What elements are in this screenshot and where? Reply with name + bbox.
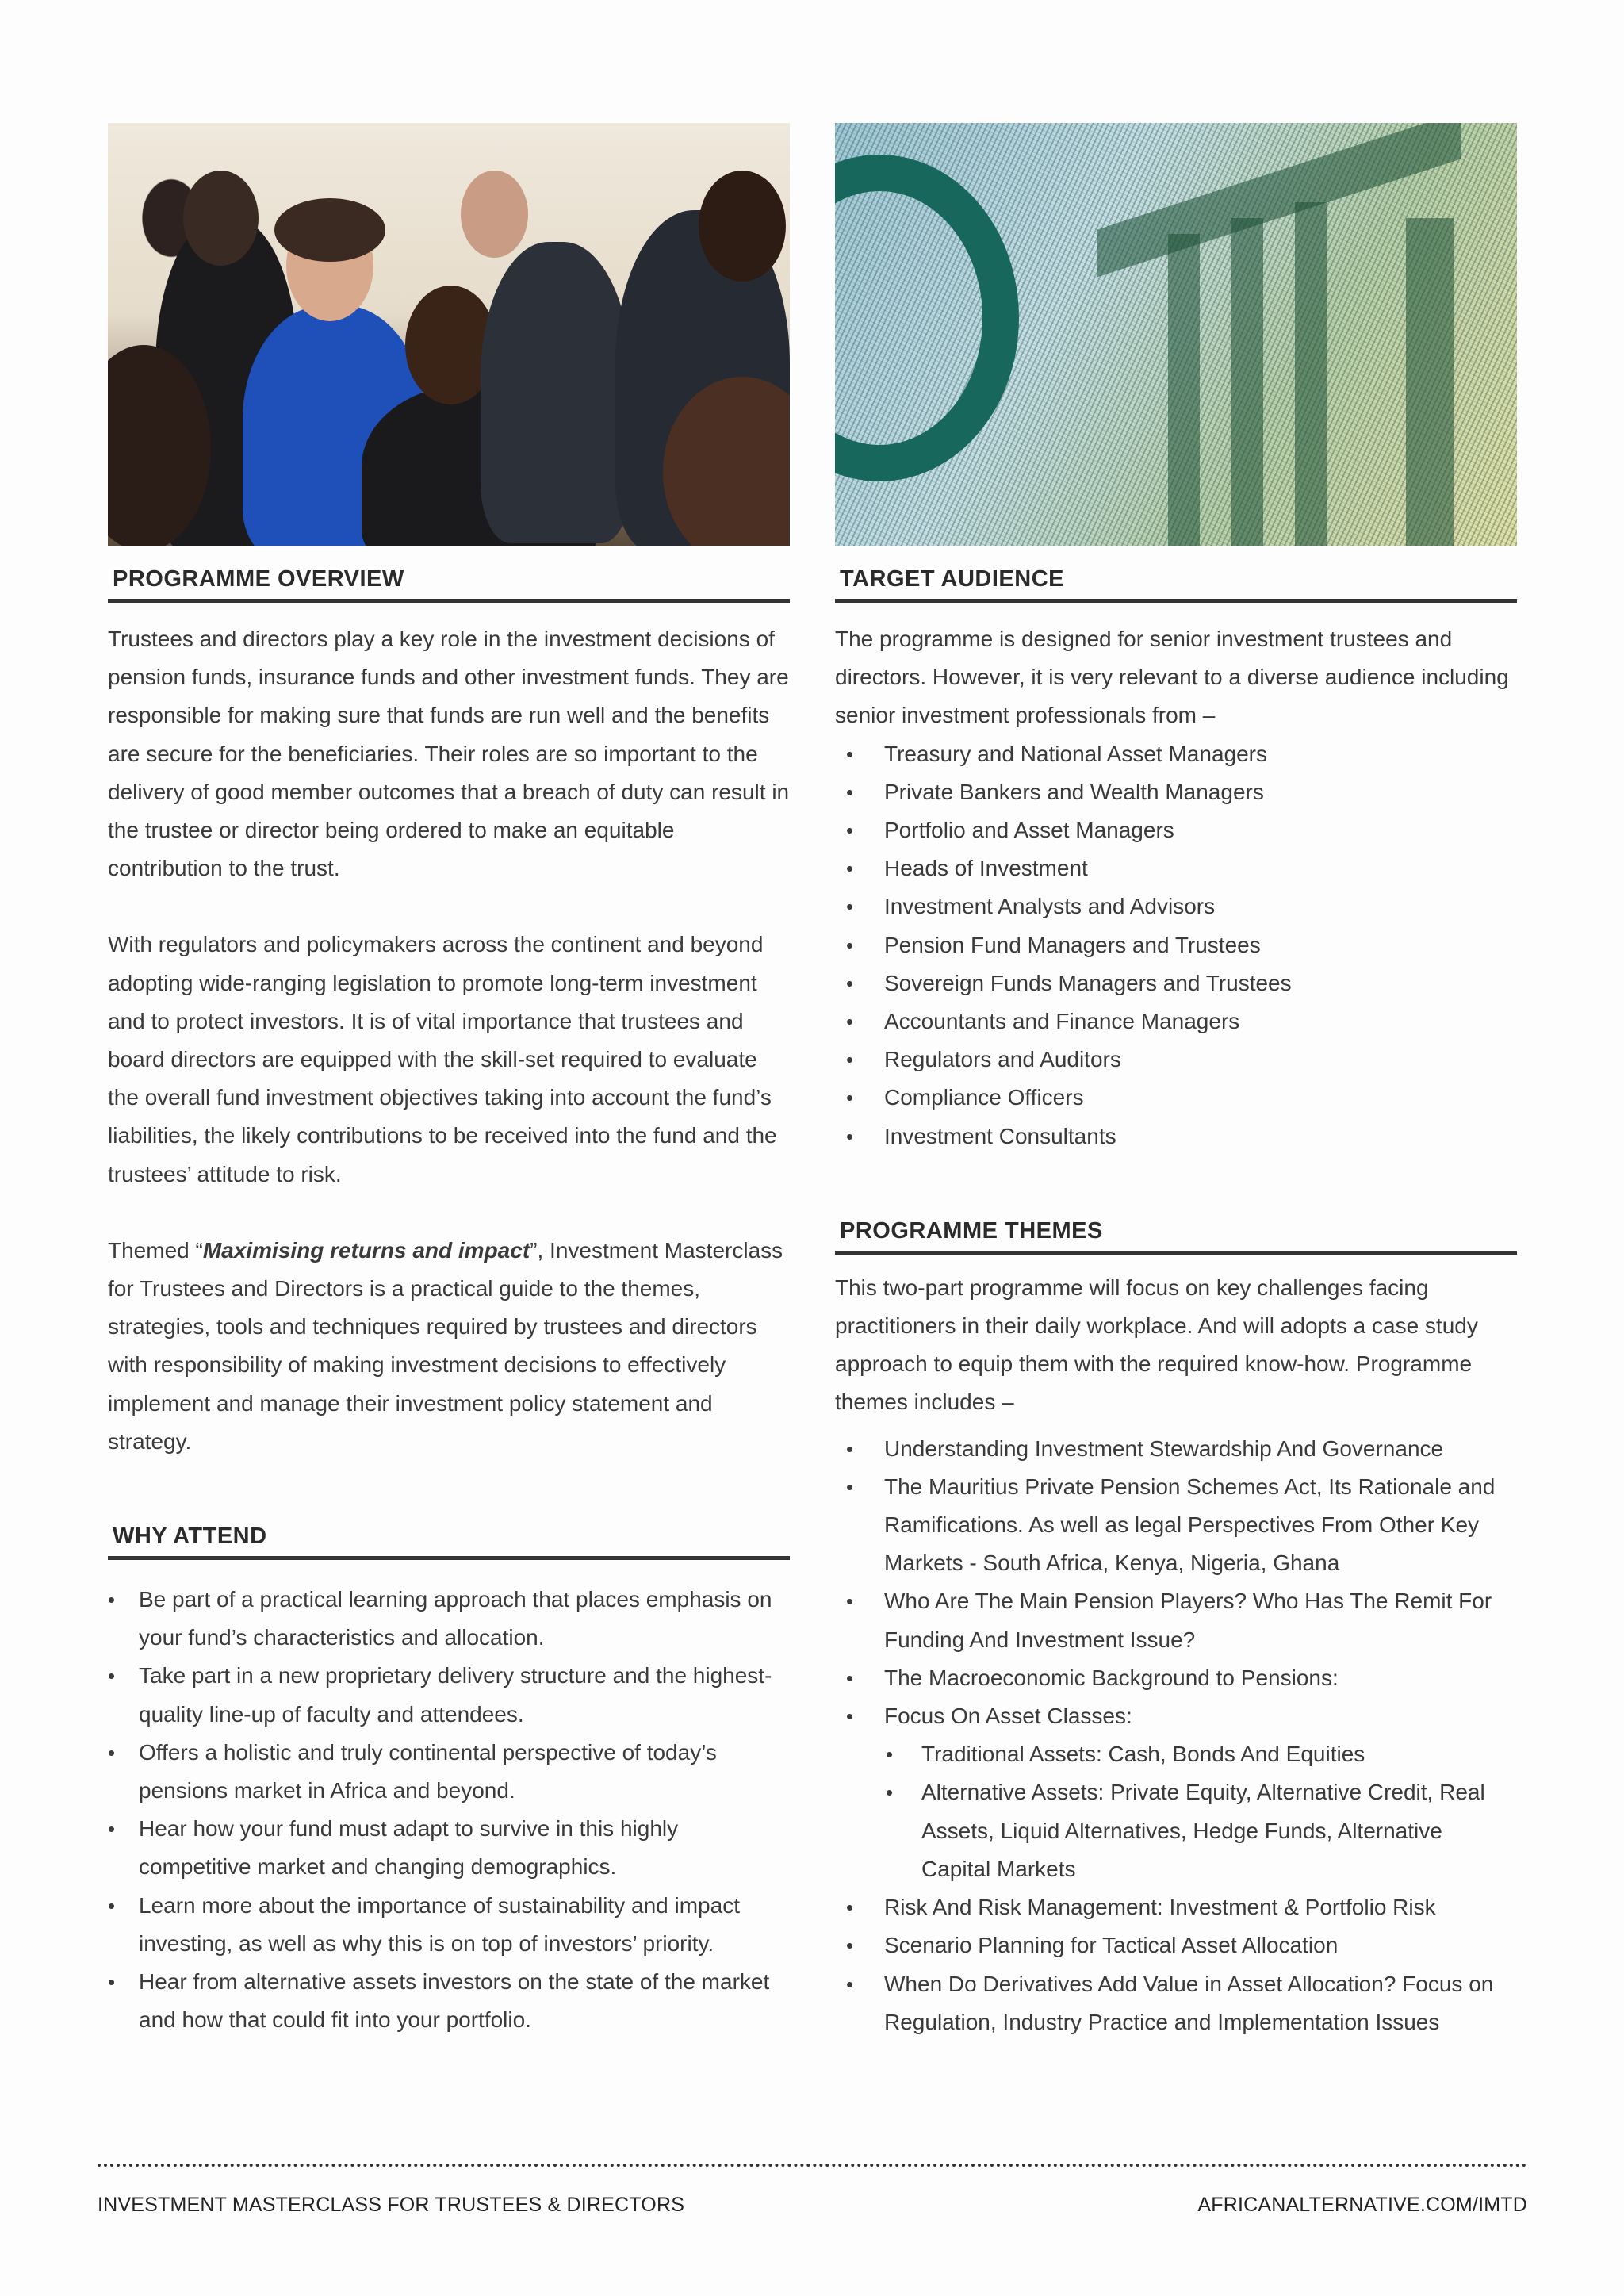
list-item: • Learn more about the importance of sustainability and impact investing, as well as why this is on top of investors’ priority. — [108, 1887, 790, 1963]
footer-title: INVESTMENT MASTERCLASS FOR TRUSTEES & DIRECTORS — [98, 2194, 685, 2216]
why-attend-heading: WHY ATTEND — [108, 1516, 790, 1560]
sub-list-item: • Alternative Assets: Private Equity, Alternative Credit, Real Assets, Liquid Alternatives, Hedge Funds, Alternative Capital Markets — [884, 1773, 1517, 1888]
footer-divider — [98, 2164, 1527, 2167]
list-item: • Compliance Officers — [835, 1079, 1517, 1117]
list-item: • Regulators and Auditors — [835, 1041, 1517, 1079]
list-item: • Private Bankers and Wealth Managers — [835, 773, 1517, 811]
list-item: • The Macroeconomic Background to Pensions: — [835, 1659, 1517, 1697]
overview-paragraph-3: Themed “Maximising returns and impact”, Investment Masterclass for Trustees and Directors is a practical guide to the themes, strategies, tools and techniques required by trustees and directors with responsibility of making investment decisions to effectively implement and manage their investment policy statement and strategy. — [108, 1237, 783, 1454]
list-item: • Heads of Investment — [835, 849, 1517, 887]
right-column — [835, 123, 1517, 2041]
list-item: • Accountants and Finance Managers — [835, 1002, 1517, 1041]
list-item: • Hear from alternative assets investors on the state of the market and how that could fit into your portfolio. — [108, 1963, 790, 2039]
list-item: • Be part of a practical learning approach that places emphasis on your fund’s characteristics and allocation. — [108, 1581, 790, 1657]
list-item: • Treasury and National Asset Managers — [835, 735, 1517, 773]
programme-overview-heading: PROGRAMME OVERVIEW — [108, 559, 790, 603]
banknote-photo — [835, 123, 1517, 546]
theme-title: Maximising returns and impact — [202, 1237, 530, 1263]
list-item: • Understanding Investment Stewardship And Governance — [835, 1430, 1517, 1468]
asset-classes-sublist — [884, 1735, 1517, 1888]
list-item: • Portfolio and Asset Managers — [835, 811, 1517, 849]
list-item: • Investment Consultants — [835, 1117, 1517, 1156]
overview-paragraph-2: With regulators and policymakers across the continent and beyond adopting wide-ranging legislation to promote long-term investment and to protect investors. It is of vital importance that trustees and board directors are equipped with the skill-set required to evaluate the overall fund investment objectives taking into account the fund’s liabilities, the likely contributions to be received into the fund and the trustees’ attitude to risk. — [108, 932, 777, 1186]
themes-list — [835, 1430, 1517, 2041]
list-item: • Investment Analysts and Advisors — [835, 887, 1517, 926]
audience-intro: The programme is designed for senior investment trustees and directors. However, it is very relevant to a diverse audience including senior investment professionals from – — [835, 627, 1509, 728]
list-item: • Sovereign Funds Managers and Trustees — [835, 964, 1517, 1002]
target-audience-heading: TARGET AUDIENCE — [835, 559, 1517, 603]
overview-paragraph-1: Trustees and directors play a key role in the investment decisions of pension funds, insurance funds and other investment funds. They are responsible for making sure that funds are run well and the benefits are secure for the beneficiaries. Their roles are so important to the delivery of good member outcomes that a breach of duty can result in the trustee or director being ordered to make an equitable contribution to the trust. — [108, 627, 790, 881]
list-item: • Take part in a new proprietary delivery structure and the highest-quality line-up of faculty and attendees. — [108, 1657, 790, 1733]
list-item: • Hear how your fund must adapt to survive in this highly competitive market and changing demographics. — [108, 1810, 790, 1886]
footer-url[interactable]: AFRICANALTERNATIVE.COM/IMTD — [1197, 2194, 1527, 2216]
list-item: • Scenario Planning for Tactical Asset Allocation — [835, 1926, 1517, 1964]
themes-intro: This two-part programme will focus on key challenges facing practitioners in their daily workplace. And will adopts a case study approach to equip them with the required know-how. Programme themes includes – — [835, 1274, 1478, 1415]
list-item: • The Mauritius Private Pension Schemes Act, Its Rationale and Ramifications. As well as legal Perspectives From Other Key Markets - South Africa, Kenya, Nigeria, Ghana — [835, 1468, 1517, 1583]
why-attend-list — [108, 1581, 790, 2039]
list-item: • When Do Derivatives Add Value in Asset Allocation? Focus on Regulation, Industry Practice and Implementation Issues — [835, 1965, 1517, 2041]
list-item: • Pension Fund Managers and Trustees — [835, 926, 1517, 964]
audience-photo — [108, 123, 790, 546]
list-item: • Offers a holistic and truly continental perspective of today’s pensions market in Africa and beyond. — [108, 1734, 790, 1810]
list-item: • Focus On Asset Classes: • Traditional Assets: Cash, Bonds And Equities • Alternative Assets: Private Equity, Alternative Credit, Real Assets, Liquid Alternatives, Hedge Funds, Alternative Capital Markets — [835, 1697, 1517, 1888]
left-column — [108, 123, 790, 2040]
list-item: • Risk And Risk Management: Investment & Portfolio Risk — [835, 1888, 1517, 1926]
sub-list-item: • Traditional Assets: Cash, Bonds And Equities — [884, 1735, 1517, 1773]
programme-themes-heading: PROGRAMME THEMES — [835, 1211, 1517, 1255]
list-item: • Who Are The Main Pension Players? Who Has The Remit For Funding And Investment Issue? — [835, 1582, 1517, 1658]
audience-list — [835, 735, 1517, 1156]
